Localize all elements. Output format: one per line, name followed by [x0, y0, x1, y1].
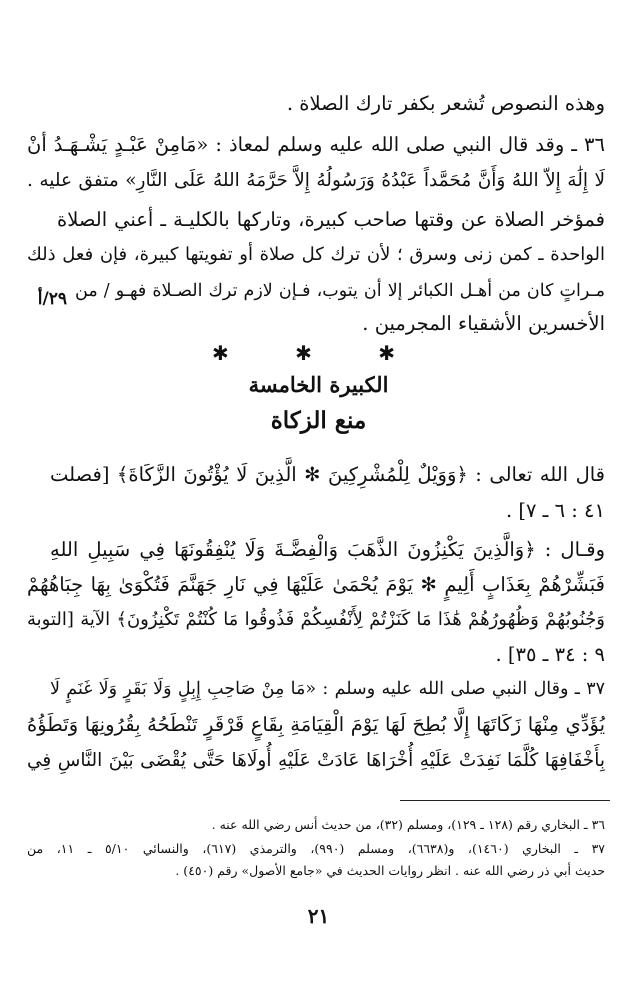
page-number: ٢١ — [307, 904, 330, 928]
body-line: بِأَخْفَافِهَا كُلَّمَا نَفِدَتْ عَلَيْهِ أُخْرَاهَا عَادَتْ عَلَيْهِ أُولَاهَا حَتَّى يُقْضَى بَيْنَ النَّاسِ فِي — [27, 750, 605, 771]
body-line: ٣٦ ـ وقد قال النبي صلى الله عليه وسلم لمعاذ : «مَامِنْ عَبْـدٍ يَشْـهَـدُ أنْ — [27, 133, 605, 156]
body-line: وهذه النصوص تُشعر بكفر تارك الصلاة . — [286, 92, 605, 115]
body-line: يُؤَدِّي مِنْهَا زَكَاتَهَا إِلَّا بُطِحَ لَهَا يَوْمَ الْقِيَامَةِ بِقَاعٍ قَرْقَرٍ تَنْطَحُهُ بِقُرُونِهَا وَتَطَؤُهُ — [27, 713, 605, 736]
body-line: الأخسرين الأشقياء المجرمين . — [362, 312, 605, 335]
body-line: قال الله تعالى : ﴿وَوَيْلٌ لِلْمُشْرِكِينَ ✻ الَّذِينَ لَا يُؤْتُونَ الزَّكَاةَ﴾ [فصلت — [50, 463, 605, 486]
body-line: ٩ : ٣٤ ـ ٣٥] . — [495, 643, 605, 666]
footnote-separator — [400, 800, 610, 801]
manuscript-folio-note: ٢٩/أ — [37, 289, 67, 309]
body-line: فَبَشِّرْهُمْ بِعَذَابٍ أَلِيمٍ ✻ يَوْمَ يُحْمَىٰ عَلَيْهَا فِي نَارِ جَهَنَّمَ فَتُكْوَىٰ بِهَا جِبَاهُهُمْ — [27, 573, 605, 596]
footnote-line: ٣٦ ـ البخاري رقم (١٢٨ ـ ١٢٩)، ومسلم (٣٢)، من حديث أنس رضي الله عنه . — [211, 817, 605, 832]
section-subheading: منع الزكاة — [270, 407, 367, 434]
body-line: ٣٧ ـ وقال النبي صلى الله عليه وسلم : «مَا مِنْ صَاحِبِ إِبِلٍ وَلَا بَقَرٍ وَلَا غَنَمٍ لَا — [50, 679, 605, 699]
section-separator-stars: ✱ ✱ ✱ — [212, 341, 425, 365]
footnote-line: ٣٧ ـ البخاري (١٤٦٠)، و(٦٦٣٨)، ومسلم (٩٩٠)، والترمذي (٦١٧)، والنسائي ٥/١٠ ـ ١١، من — [27, 841, 606, 856]
body-line: وقـال : ﴿وَالَّذِينَ يَكْنِزُونَ الذَّهَبَ وَالْفِضَّـةَ وَلَا يُنْفِقُونَهَا فِي سَبِيلِ اللهِ — [50, 538, 605, 561]
body-line: الواحدة ـ كمن زنى وسرق ؛ لأن ترك كل صلاة أو تفويتها كبيرة، فإن فعل ذلك — [27, 244, 605, 265]
body-line: وَجُنُوبُهُمْ وَظُهُورُهُمْ هَٰذَا مَا كَنَزْتُمْ لِأَنْفُسِكُمْ فَذُوقُوا مَا كُنْتُمْ تَكْنِزُونَ﴾ الآية [التوبة — [27, 609, 605, 630]
body-line: مـراتٍ كان من أهـل الكبائر إلا أن يتوب، فـإن لازم ترك الصـلاة فهـو / من — [75, 281, 605, 301]
body-line: ٤١ : ٦ ـ ٧] . — [505, 499, 605, 522]
body-line: فمؤخر الصلاة عن وقتها صاحب كبيرة، وتاركها بالكليـة ـ أعني الصلاة — [57, 208, 605, 231]
footnote-line: حديث أبي ذر رضي الله عنه . انظر روايات الحديث في «جامع الأصول» رقم (٤٥٠) . — [175, 863, 605, 878]
section-heading: الكبيرة الخامسة — [248, 372, 389, 397]
body-line: لَا إِلَٰهَ إِلاّ اللهُ وَأَنَّ مُحَمَّداً عَبْدُهُ وَرَسُولُهُ إِلاَّ حَرَّمَهُ اللهُ عَلَى النَّارِ» متفق عليه . — [27, 170, 605, 191]
